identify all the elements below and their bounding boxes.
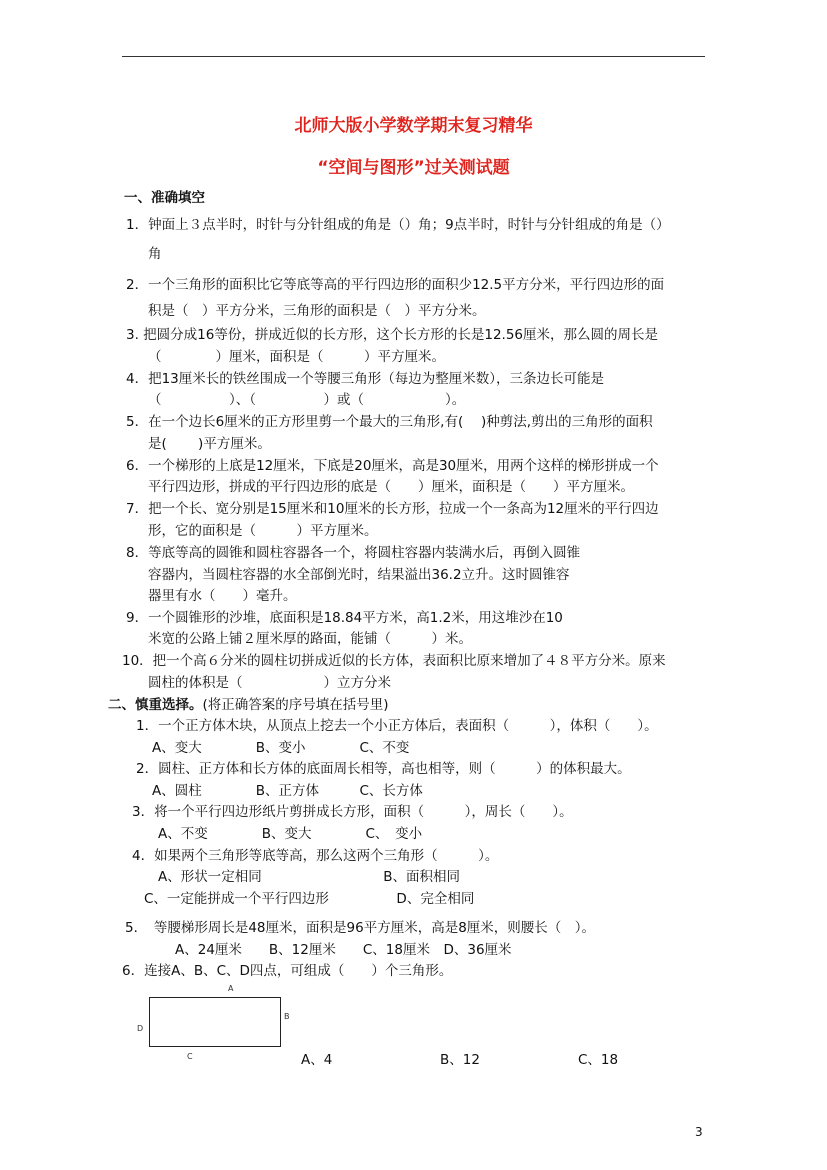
choice-1-question: 1．一个正方体木块，从顶点上挖去一个小正方体后，表面积（ ），体积（ ）。 [136,718,658,734]
question-5-line-1: 5．在一个边长6厘米的正方形里剪一个最大的三角形,有( )种剪法,剪出的三角形的面积 [126,414,653,430]
question-10-line-1: 10．把一个高６分米的圆柱切拼成近似的长方体，表面积比原来增加了４８平方分米。原来 [122,653,666,669]
choice-5-options: A、24厘米 B、12厘米 C、18厘米 D、36厘米 [175,942,512,958]
choice-5-question: 5． 等腰梯形周长是48厘米，面积是96平方厘米，高是8厘米，则腰长（ ）。 [125,920,596,936]
diagram-label-b: B [284,1012,290,1021]
choice-3-question: 3．将一个平行四边形纸片剪拼成长方形，面积（ ），周长（ ）。 [132,804,573,820]
diagram-label-c: C [187,1052,193,1061]
question-7-line-1: 7．把一个长、宽分别是15厘米和10厘米的长方形，拉成一个一条高为12厘米的平行四边 [126,501,659,517]
header-rule [122,56,705,57]
question-1-line-2: 角 [148,246,162,262]
document-subtitle: “空间与图形”过关测试题 [317,158,510,178]
question-5-line-2: 是( )平方厘米。 [148,436,271,452]
question-10-line-2: 圆柱的体积是（ ）立方分米 [148,675,391,691]
section-2-heading-row [108,696,389,714]
question-8-line-2: 容器内，当圆柱容器的水全部倒光时，结果溢出36.2立升。这时圆锥容 [148,567,570,583]
question-6-line-2: 平行四边形，拼成的平行四边形的底是（ ）厘米，面积是（ ）平方厘米。 [148,479,634,495]
diagram-label-d: D [137,1024,144,1033]
document-title: 北师大版小学数学期末复习精华 [294,116,533,136]
choice-4-question: 4．如果两个三角形等底等高，那么这两个三角形（ ）。 [132,848,499,864]
question-7-line-2: 形，它的面积是（ ）平方厘米。 [148,523,378,539]
question-4-line-2: （ ）、（ ）或（ ）。 [148,392,466,408]
question-9-line-1: 9．一个圆锥形的沙堆，底面积是18.84平方米，高1.2米，用这堆沙在10 [126,610,563,626]
page-number: 3 [695,1125,703,1139]
section-2-note: (将正确答案的序号填在括号里) [202,697,389,713]
choice-4-options-ab: A、形状一定相同 B、面积相同 [158,869,460,885]
diagram-label-a: A [228,984,234,993]
question-3-line-1: 3. 把圆分成16等份，拼成近似的长方形，这个长方形的长是12.56厘米，那么圆的周长是 [126,327,658,343]
question-8-line-3: 器里有水（ ）毫升。 [148,588,297,604]
choice-6-option-c: C、18 [578,1052,619,1068]
choice-6-question: 6．连接A、B、C、D四点，可组成（ ）个三角形。 [122,963,453,979]
question-2-line-2: 积是（ ）平方分米，三角形的面积是（ ）平方分米。 [148,303,486,319]
question-1-line-1: 1．钟面上３点半时，时针与分针组成的角是（）角；9点半时，时针与分针组成的角是（） [126,217,670,233]
section-2-heading: 二、慎重选择。 [108,697,203,713]
rectangle-diagram [130,984,300,1064]
choice-2-options: A、圆柱 B、正方体 C、长方体 [152,783,423,799]
question-3-line-2: （ ）厘米，面积是（ ）平方厘米。 [148,349,445,365]
question-6-line-1: 6．一个梯形的上底是12厘米，下底是20厘米，高是30厘米，用两个这样的梯形拼成一个 [126,458,659,474]
choice-3-options: A、不变 B、变大 C、 变小 [158,826,423,842]
question-8-line-1: 8．等底等高的圆锥和圆柱容器各一个，将圆柱容器内装满水后，再倒入圆锥 [126,545,581,561]
section-1-heading: 一、准确填空 [124,190,205,206]
choice-6-option-a: A、4 [301,1052,333,1068]
choice-2-question: 2．圆柱、正方体和长方体的底面周长相等，高也相等，则（ ）的体积最大。 [136,761,631,777]
question-4-line-1: 4．把13厘米长的铁丝围成一个等腰三角形（每边为整厘米数），三条边长可能是 [126,371,605,387]
question-9-line-2: 米宽的公路上铺２厘米厚的路面，能铺（ ）米。 [148,631,472,647]
rectangle-shape [149,997,281,1047]
question-2-line-1: 2．一个三角形的面积比它等底等高的平行四边形的面积少12.5平方分米，平行四边形的面 [126,277,665,293]
choice-1-options: A、变大 B、变小 C、不变 [152,740,410,756]
choice-4-options-cd: C、一定能拼成一个平行四边形 D、完全相同 [144,891,475,907]
choice-6-option-b: B、12 [440,1052,480,1068]
